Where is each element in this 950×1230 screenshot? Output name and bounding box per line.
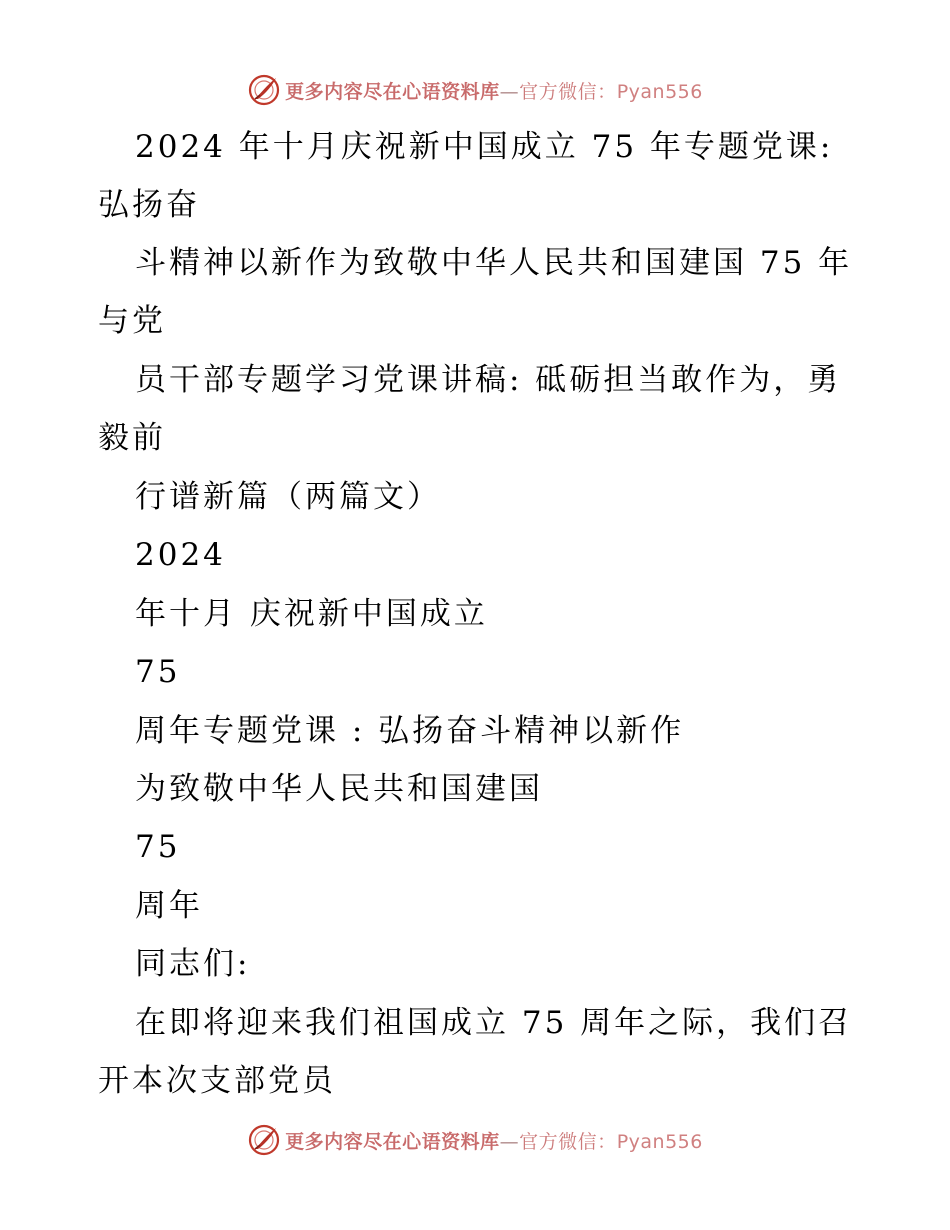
watermark-id: Pyan556 (616, 1130, 703, 1153)
text-line-6: 毅前 (98, 420, 166, 456)
text-line-11: 周年专题党课 : 弘扬奋斗精神以新作 (135, 713, 685, 749)
text-line-15: 同志们: (135, 946, 251, 982)
watermark-main: 更多内容尽在心语资料库 (285, 80, 500, 103)
text-line-12: 为致敬中华人民共和国建国 (135, 771, 543, 807)
watermark-text (285, 1127, 703, 1154)
quill-logo-icon (247, 73, 281, 107)
text-line-10: 75 (135, 654, 181, 690)
text-line-8: 2024 (135, 537, 226, 573)
footer-watermark (0, 1120, 950, 1160)
text-line-7: 行谱新篇（两篇文） (135, 479, 441, 515)
text-line-9: 年十月 庆祝新中国成立 (135, 596, 488, 632)
header-watermark (0, 70, 950, 110)
text-line-14: 周年 (135, 888, 203, 924)
text-line-2: 弘扬奋 (98, 187, 200, 223)
watermark-main: 更多内容尽在心语资料库 (285, 1130, 500, 1153)
watermark-separator: — (499, 80, 520, 103)
text-line-1: 2024 年十月庆祝新中国成立 75 年专题党课: (135, 129, 834, 165)
text-line-17: 开本次支部党员 (98, 1063, 336, 1099)
watermark-text (285, 77, 703, 104)
watermark-label: 官方微信： (519, 80, 617, 103)
text-line-3: 斗精神以新作为致敬中华人民共和国建国 75 年 (135, 245, 853, 281)
text-line-5: 员干部专题学习党课讲稿: 砥砺担当敢作为，勇 (135, 362, 842, 398)
watermark-separator: — (499, 1130, 520, 1153)
quill-logo-icon (247, 1123, 281, 1157)
text-line-13: 75 (135, 829, 181, 865)
text-line-4: 与党 (98, 303, 166, 339)
watermark-id: Pyan556 (616, 80, 703, 103)
text-line-16: 在即将迎来我们祖国成立 75 周年之际，我们召 (135, 1005, 853, 1041)
watermark-label: 官方微信： (519, 1130, 617, 1153)
